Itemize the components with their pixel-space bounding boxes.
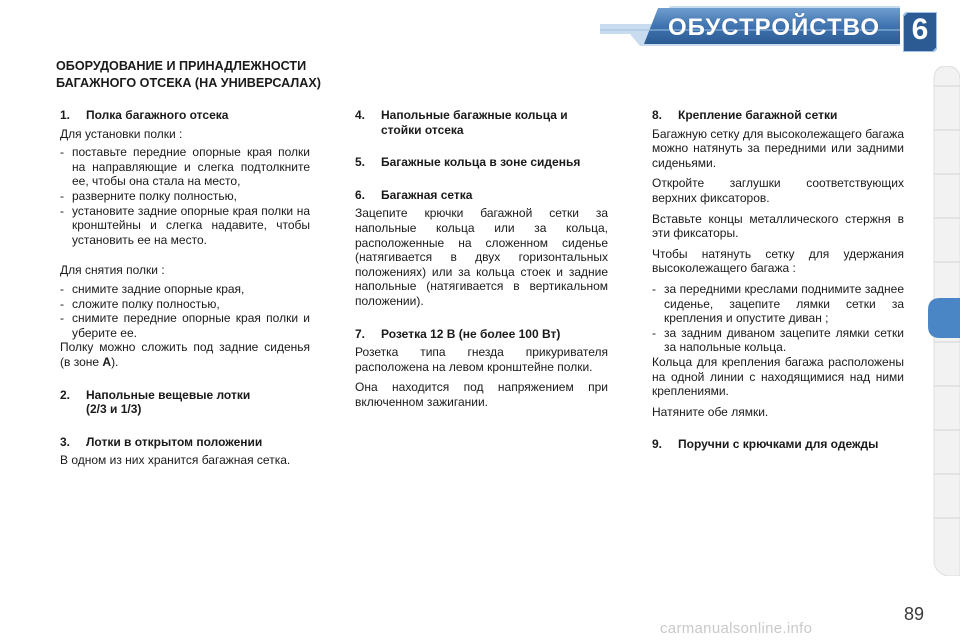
item-7-title: 7. Розетка 12 В (не более 100 Вт) [355, 326, 561, 341]
list-item: - установите задние опорные края полки на кронштейны и слегка надавите, чтобы установить ее на место. [60, 203, 310, 247]
column-2 [355, 108, 608, 410]
column-3 [652, 108, 904, 452]
paragraph: Для снятия полки : [60, 263, 165, 278]
paragraph: Зацепите крючки багажной сетки за напольные кольца или за кольца, расположенные на сложенном сиденье (натягивается в двух горизонтальных положениях) или за кольца стоек и задние напольные (натягивается в вертикальном положении). [355, 206, 608, 308]
paragraph: Багажную сетку для высоколежащего багажа можно натянуть за передними или задними сиденьями. [652, 126, 904, 170]
item-5-title: 5. Багажные кольца в зоне сиденья [355, 155, 581, 170]
page-number: 89 [904, 604, 925, 624]
list-item: - снимите передние опорные края полки и уберите ее. [60, 311, 310, 340]
paragraph: Розетка типа гнезда прикуривателя расположена на левом кронштейне полки. [355, 345, 608, 374]
item-6-title: 6. Багажная сетка [355, 187, 473, 202]
paragraph: Чтобы натянуть сетку для удержания высоколежащего багажа : [652, 246, 904, 276]
item-8-title: 8. Крепление багажной сетки [652, 108, 838, 122]
zone-a-label: А [102, 354, 112, 369]
list-item: - за передними креслами поднимите заднее сиденье, зацепите лямки сетки за крепления и опустите диван ; [652, 281, 904, 326]
paragraph: Для установки полки : [60, 126, 183, 141]
item-3-title: 3. Лотки в открытом положении [60, 434, 263, 449]
paragraph: Кольца для крепления багажа расположены на одной линии с находящимися над ними креплениями. [652, 354, 904, 399]
item-1-title: 1. Полка багажного отсека [60, 108, 229, 122]
active-chapter-tab [928, 298, 960, 338]
list-item: - снимите задние опорные края, [60, 281, 245, 296]
paragraph: Полку можно сложить под задние сиденья (в зоне А). [60, 340, 310, 369]
item-2-title: 2. Напольные вещевые лотки (2/3 и 1/3) [60, 387, 251, 417]
chapter-number: 6 [911, 13, 929, 46]
item-9-title: 9. Поручни с крючками для одежды [652, 437, 879, 452]
watermark: carmanualsonline.info [660, 620, 813, 637]
paragraph: Вставьте концы металлического стержня в эти фиксаторы. [652, 211, 904, 241]
section-heading: ОБОРУДОВАНИЕ И ПРИНАДЛЕЖНОСТИ БАГАЖНОГО ОТСЕКА (НА УНИВЕРСАЛАХ) [56, 59, 321, 90]
list-item: - поставьте передние опорные края полки на направляющие и слегка подтолкните ее, чтобы она стала на место, [60, 145, 310, 189]
chapter-title: ОБУСТРОЙСТВО [668, 14, 881, 41]
paragraph: В одном из них хранится багажная сетка. [60, 453, 291, 468]
column-1 [60, 108, 310, 468]
paragraph: Она находится под напряжением при включенном зажигании. [355, 380, 608, 409]
list-item: - разверните полку полностью, [60, 188, 237, 203]
paragraph: Откройте заглушки соответствующих верхних фиксаторов. [652, 176, 904, 205]
item-4-title: 4. Напольные багажные кольца и стойки отсека [355, 108, 568, 137]
paragraph: Натяните обе лямки. [652, 404, 769, 419]
chapter-side-tabs[interactable] [926, 66, 960, 576]
list-item: - за задним диваном зацепите лямки сетки за напольные кольца. [652, 325, 904, 355]
list-item: - сложите полку полностью, [60, 296, 220, 311]
